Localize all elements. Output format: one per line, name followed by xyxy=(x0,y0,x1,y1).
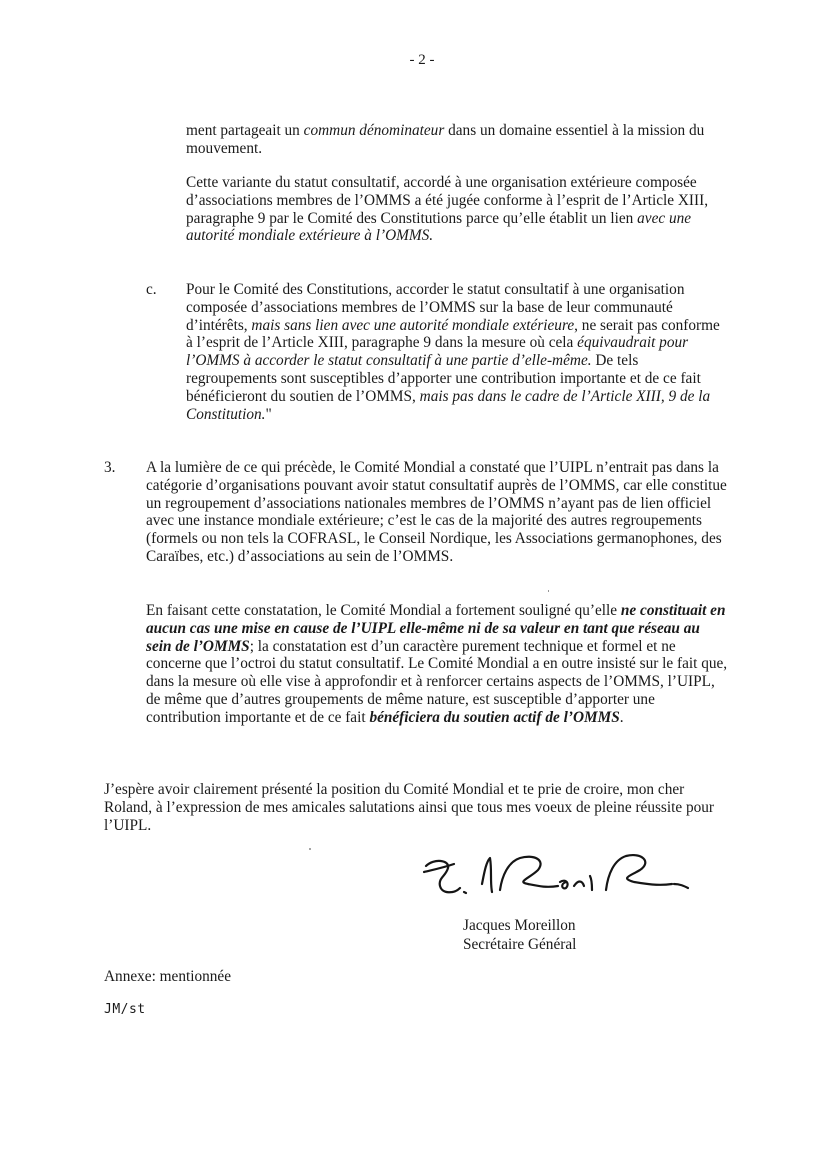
scan-speck xyxy=(309,848,311,850)
text-italic: mais sans lien avec une autorité mondiale extérieure xyxy=(251,316,575,334)
reference-initials: JM/st xyxy=(104,1002,146,1017)
paragraph-closing xyxy=(104,781,730,834)
text-segment: De tels regroupements sont susceptibles d’apporter une contribution importante et de ce fait bénéficieront du soutien de l’OMMS, xyxy=(186,352,701,405)
signature-block xyxy=(463,916,576,954)
text-segment: " xyxy=(265,405,272,423)
scan-speck xyxy=(548,590,549,592)
text-italic: avec une autorité mondiale extérieure à l’OMMS. xyxy=(186,209,692,245)
page-number: - 2 - xyxy=(409,52,435,68)
list-marker-c: c. xyxy=(146,281,157,298)
text-segment: A la lumière de ce qui précède, le Comité Mondial a constaté que l’UIPL n’entrait pas dans la catégorie d’organisations pouvant avoir statut consultatif auprès de l’OMMS, car elle constitue un regroupement d’associations nationales membres de l’OMMS n’ayant pas de lien officiel avec une instance mondiale extérieure; c’est le cas de la majorité des autres regroupements (formels ou non tels la COFRASL, le Conseil Nordique, les Associations germanophones, des Caraïbes, etc.) d’associations au sein de l’OMMS. xyxy=(146,459,727,565)
annex-line: Annexe: mentionnée xyxy=(104,968,232,985)
paragraph-variante xyxy=(186,174,724,245)
text-segment: , ne serait pas conforme à l’esprit de l’Article XIII, paragraphe 9 dans la mesure où cela xyxy=(186,316,720,352)
paragraph-continuation xyxy=(186,122,726,158)
text-italic: équivaudrait pour l’OMMS à accorder le statut consultatif à une partie d’elle-même. xyxy=(186,334,689,370)
text-italic: commun dénominateur xyxy=(303,122,445,139)
paragraph-constatation xyxy=(146,602,728,727)
handwritten-signature xyxy=(420,848,690,908)
paragraph-item-3 xyxy=(146,459,728,566)
text-segment: J’espère avoir clairement présenté la position du Comité Mondial et te prie de croire, mon cher Roland, à l’expression de mes amicales salutations ainsi que tous mes voeux de pleine réussite pour l’UIPL. xyxy=(104,781,715,834)
signatory-name: Jacques Moreillon xyxy=(463,917,576,934)
text-bold-italic: ne constituait en aucun cas une mise en cause de l’UIPL elle-même ni de sa valeur en tant que réseau au sein de l’OMMS xyxy=(146,602,726,655)
signatory-title: Secrétaire Général xyxy=(463,936,577,953)
text-segment: Pour le Comité des Constitutions, accorder le statut consultatif à une organisation composée d’associations membres de l’OMMS sur la base de leur communauté d’intérêts, xyxy=(186,281,685,334)
text-segment: ment partageait un xyxy=(186,122,304,139)
text-bold-italic: bénéficiera du soutien actif de l’OMMS xyxy=(369,708,620,726)
paragraph-item-c xyxy=(186,281,726,423)
text-segment: En faisant cette constatation, le Comité Mondial a fortement souligné qu’elle xyxy=(146,602,621,619)
signature-drawing xyxy=(420,848,690,908)
list-marker-3: 3. xyxy=(104,459,116,476)
text-italic: mais pas dans le cadre de l’Article XIII, 9 de la Constitution. xyxy=(186,387,711,423)
text-segment: dans un domaine essentiel à la mission du mouvement. xyxy=(186,122,705,157)
text-segment: . xyxy=(619,708,624,726)
text-segment: ; la constatation est d’un caractère purement technique et formel et ne concerne que l’octroi du statut consultatif. Le Comité Mondial a en outre insisté sur le fait que, dans la mesure où elle vise à approfondir et à renforcer certains aspects de l’OMMS, l’UIPL, de même que d’autres groupements de même nature, est susceptible d’apporter une contribution importante et de ce fait xyxy=(146,637,728,726)
text-segment: Cette variante du statut consultatif, accordé à une organisation extérieure composée d’associations membres de l’OMMS a été jugée conforme à l’esprit de l’Article XIII, paragraphe 9 par le Comité des Constitutions parce qu’elle établit un lien xyxy=(186,174,709,227)
